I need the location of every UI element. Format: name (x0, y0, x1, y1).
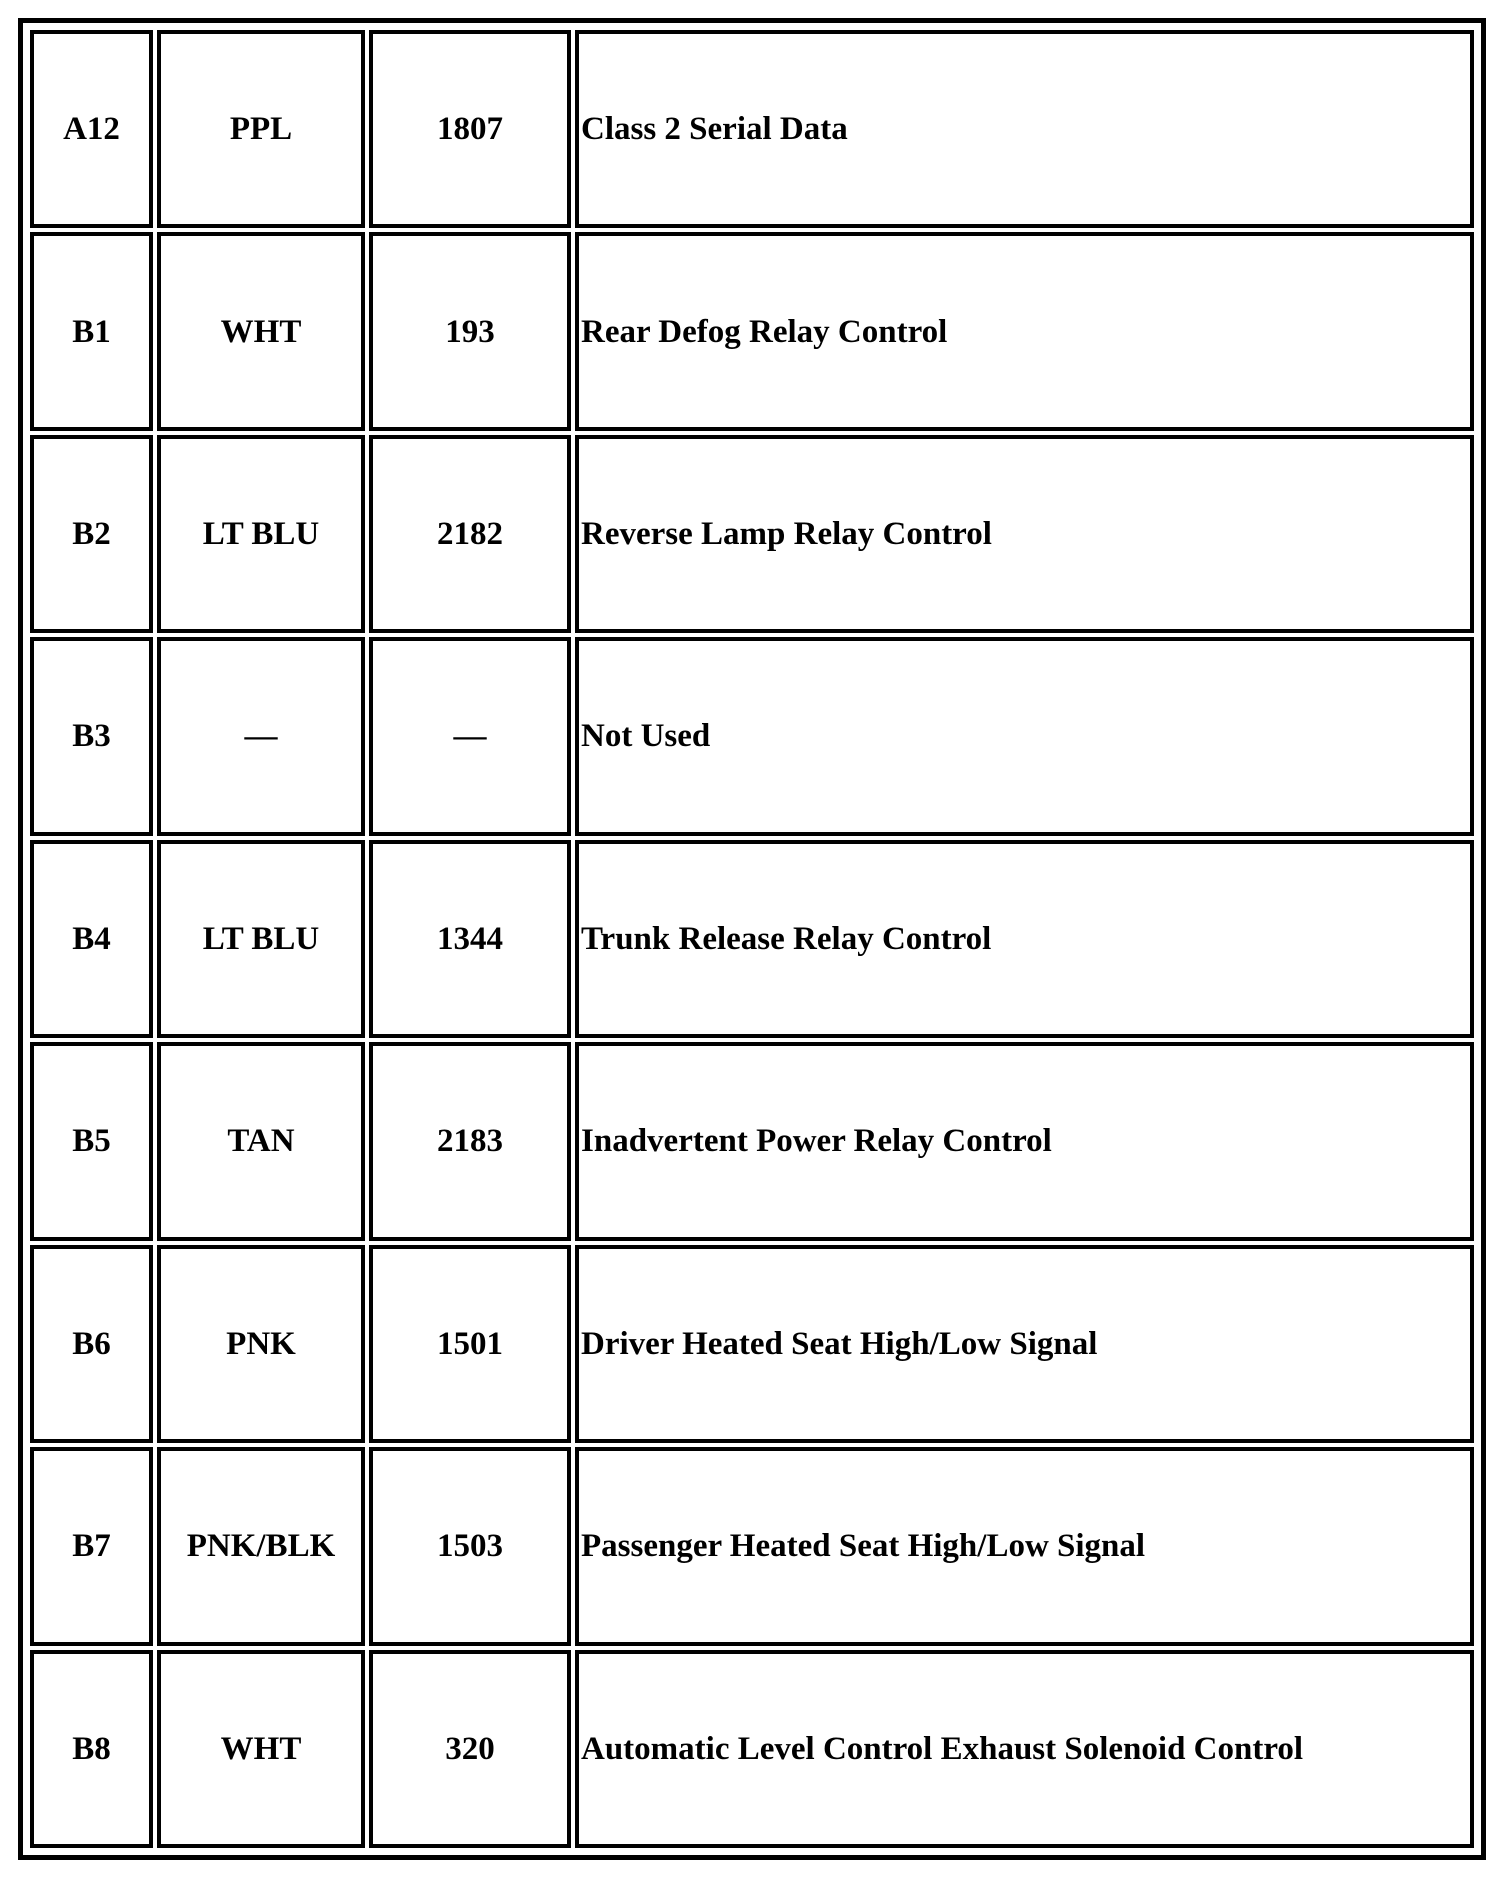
table-row (30, 1447, 1474, 1645)
circuit-number-cell: 1503 (369, 1447, 571, 1645)
wire-color-cell: WHT (157, 1650, 365, 1849)
function-cell: Driver Heated Seat High/Low Signal (575, 1245, 1474, 1443)
function-cell: Inadvertent Power Relay Control (575, 1042, 1474, 1240)
wire-color-cell: PNK/BLK (157, 1447, 365, 1645)
circuit-number-cell: 320 (369, 1650, 571, 1849)
circuit-number-cell: 2182 (369, 435, 571, 633)
function-cell: Reverse Lamp Relay Control (575, 435, 1474, 633)
wire-color-cell: — (157, 637, 365, 835)
table-row (30, 1042, 1474, 1240)
connector-pinout-table-frame (18, 18, 1486, 1860)
circuit-number-cell: 1501 (369, 1245, 571, 1443)
connector-pinout-table (26, 26, 1478, 1852)
pin-cell: A12 (30, 30, 153, 228)
table-row (30, 232, 1474, 430)
circuit-number-cell: 1807 (369, 30, 571, 228)
function-cell: Not Used (575, 637, 1474, 835)
wire-color-cell: WHT (157, 232, 365, 430)
wire-color-cell: PPL (157, 30, 365, 228)
table-row (30, 30, 1474, 228)
table-row (30, 1650, 1474, 1849)
wire-color-cell: LT BLU (157, 840, 365, 1038)
pin-cell: B3 (30, 637, 153, 835)
pin-cell: B6 (30, 1245, 153, 1443)
pin-cell: B4 (30, 840, 153, 1038)
table-row (30, 1245, 1474, 1443)
circuit-number-cell: — (369, 637, 571, 835)
pin-cell: B7 (30, 1447, 153, 1645)
circuit-number-cell: 193 (369, 232, 571, 430)
function-cell: Passenger Heated Seat High/Low Signal (575, 1447, 1474, 1645)
function-cell: Automatic Level Control Exhaust Solenoid Control (575, 1650, 1474, 1849)
function-cell: Class 2 Serial Data (575, 30, 1474, 228)
wire-color-cell: TAN (157, 1042, 365, 1240)
circuit-number-cell: 2183 (369, 1042, 571, 1240)
pin-cell: B8 (30, 1650, 153, 1849)
table-row (30, 435, 1474, 633)
circuit-number-cell: 1344 (369, 840, 571, 1038)
pin-cell: B2 (30, 435, 153, 633)
table-row (30, 840, 1474, 1038)
function-cell: Trunk Release Relay Control (575, 840, 1474, 1038)
wire-color-cell: LT BLU (157, 435, 365, 633)
pin-cell: B5 (30, 1042, 153, 1240)
function-cell: Rear Defog Relay Control (575, 232, 1474, 430)
wire-color-cell: PNK (157, 1245, 365, 1443)
pin-cell: B1 (30, 232, 153, 430)
table-row (30, 637, 1474, 835)
